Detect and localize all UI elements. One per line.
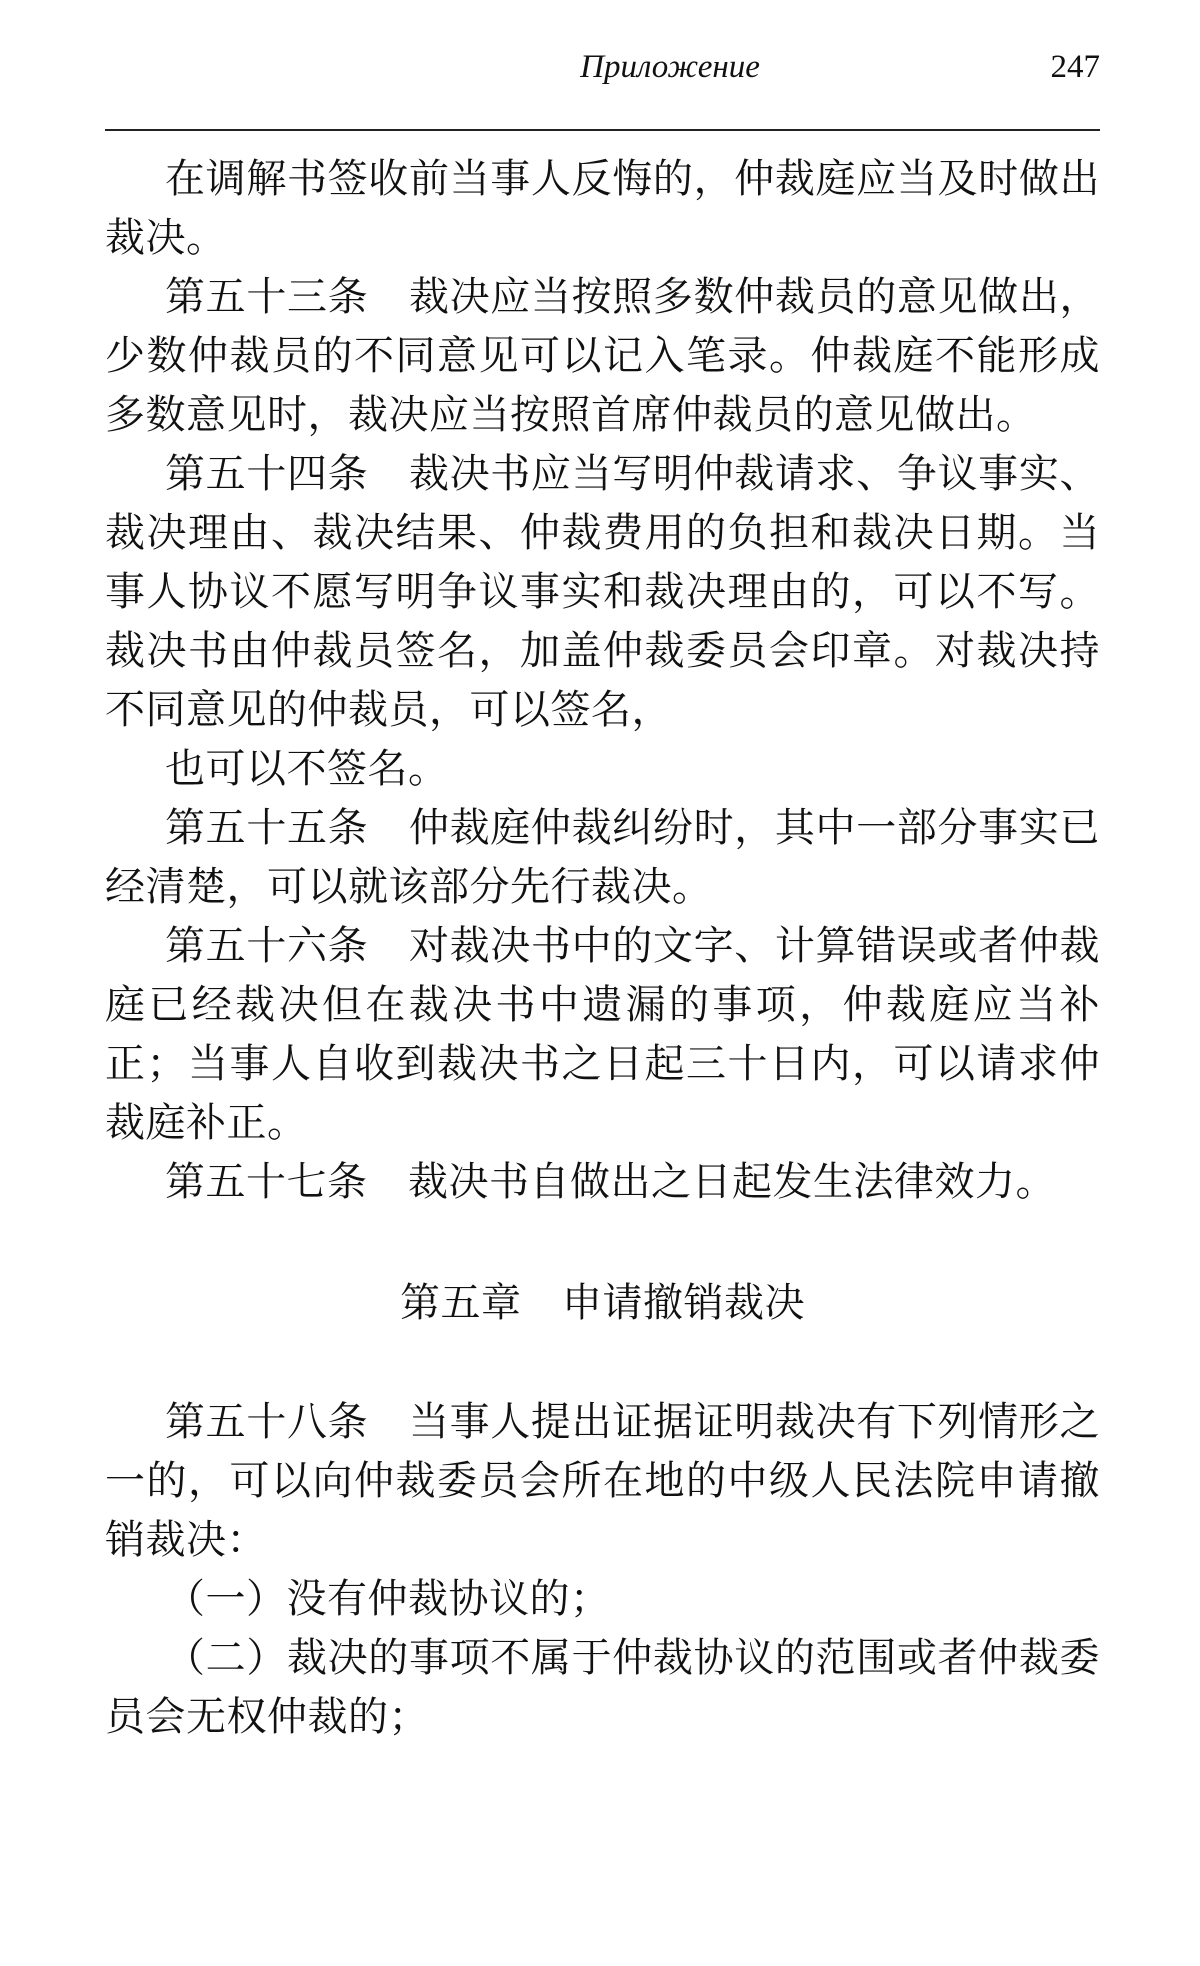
running-title: Приложение	[580, 49, 760, 85]
page-number: 247	[1050, 49, 1100, 85]
paragraph-article-54: 第五十四条 裁决书应当写明仲裁请求、争议事实、裁决理由、裁决结果、仲裁费用的负担和裁决日期。当事人协议不愿写明争议事实和裁决理由的，可以不写。裁决书由仲裁员签名，加盖仲裁委员会印章。对裁决持不同意见的仲裁员，可以签名，	[105, 451, 1100, 733]
paragraph-article-55: 第五十五条 仲裁庭仲裁纠纷时，其中一部分事实已经清楚，可以就该部分先行裁决。	[105, 805, 1100, 910]
paragraph-article-57: 第五十七条 裁决书自做出之日起发生法律效力。	[165, 1159, 1056, 1205]
header-rule	[105, 129, 1100, 131]
chapter-title: 第五章 申请撤销裁决	[400, 1280, 805, 1326]
page-body	[105, 150, 1100, 1747]
paragraph-article-56: 第五十六条 对裁决书中的文字、计算错误或者仲裁庭已经裁决但在裁决书中遗漏的事项，仲裁庭应当补正；当事人自收到裁决书之日起三十日内，可以请求仲裁庭补正。	[105, 923, 1100, 1146]
page-header	[105, 42, 1100, 94]
list-item-2: （二）裁决的事项不属于仲裁协议的范围或者仲裁委员会无权仲裁的；	[105, 1635, 1100, 1740]
paragraph-mediation-withdrawal: 在调解书签收前当事人反悔的，仲裁庭应当及时做出裁决。	[105, 156, 1100, 261]
paragraph-article-58: 第五十八条 当事人提出证据证明裁决有下列情形之一的，可以向仲裁委员会所在地的中级人民法院申请撤销裁决：	[105, 1399, 1100, 1563]
book-page	[105, 0, 1100, 1966]
paragraph-article-53: 第五十三条 裁决应当按照多数仲裁员的意见做出，少数仲裁员的不同意见可以记入笔录。仲裁庭不能形成多数意见时，裁决应当按照首席仲裁员的意见做出。	[105, 274, 1100, 438]
list-item-1: （一）没有仲裁协议的；	[165, 1576, 611, 1622]
paragraph-article-54-continued: 也可以不签名。	[165, 746, 449, 792]
